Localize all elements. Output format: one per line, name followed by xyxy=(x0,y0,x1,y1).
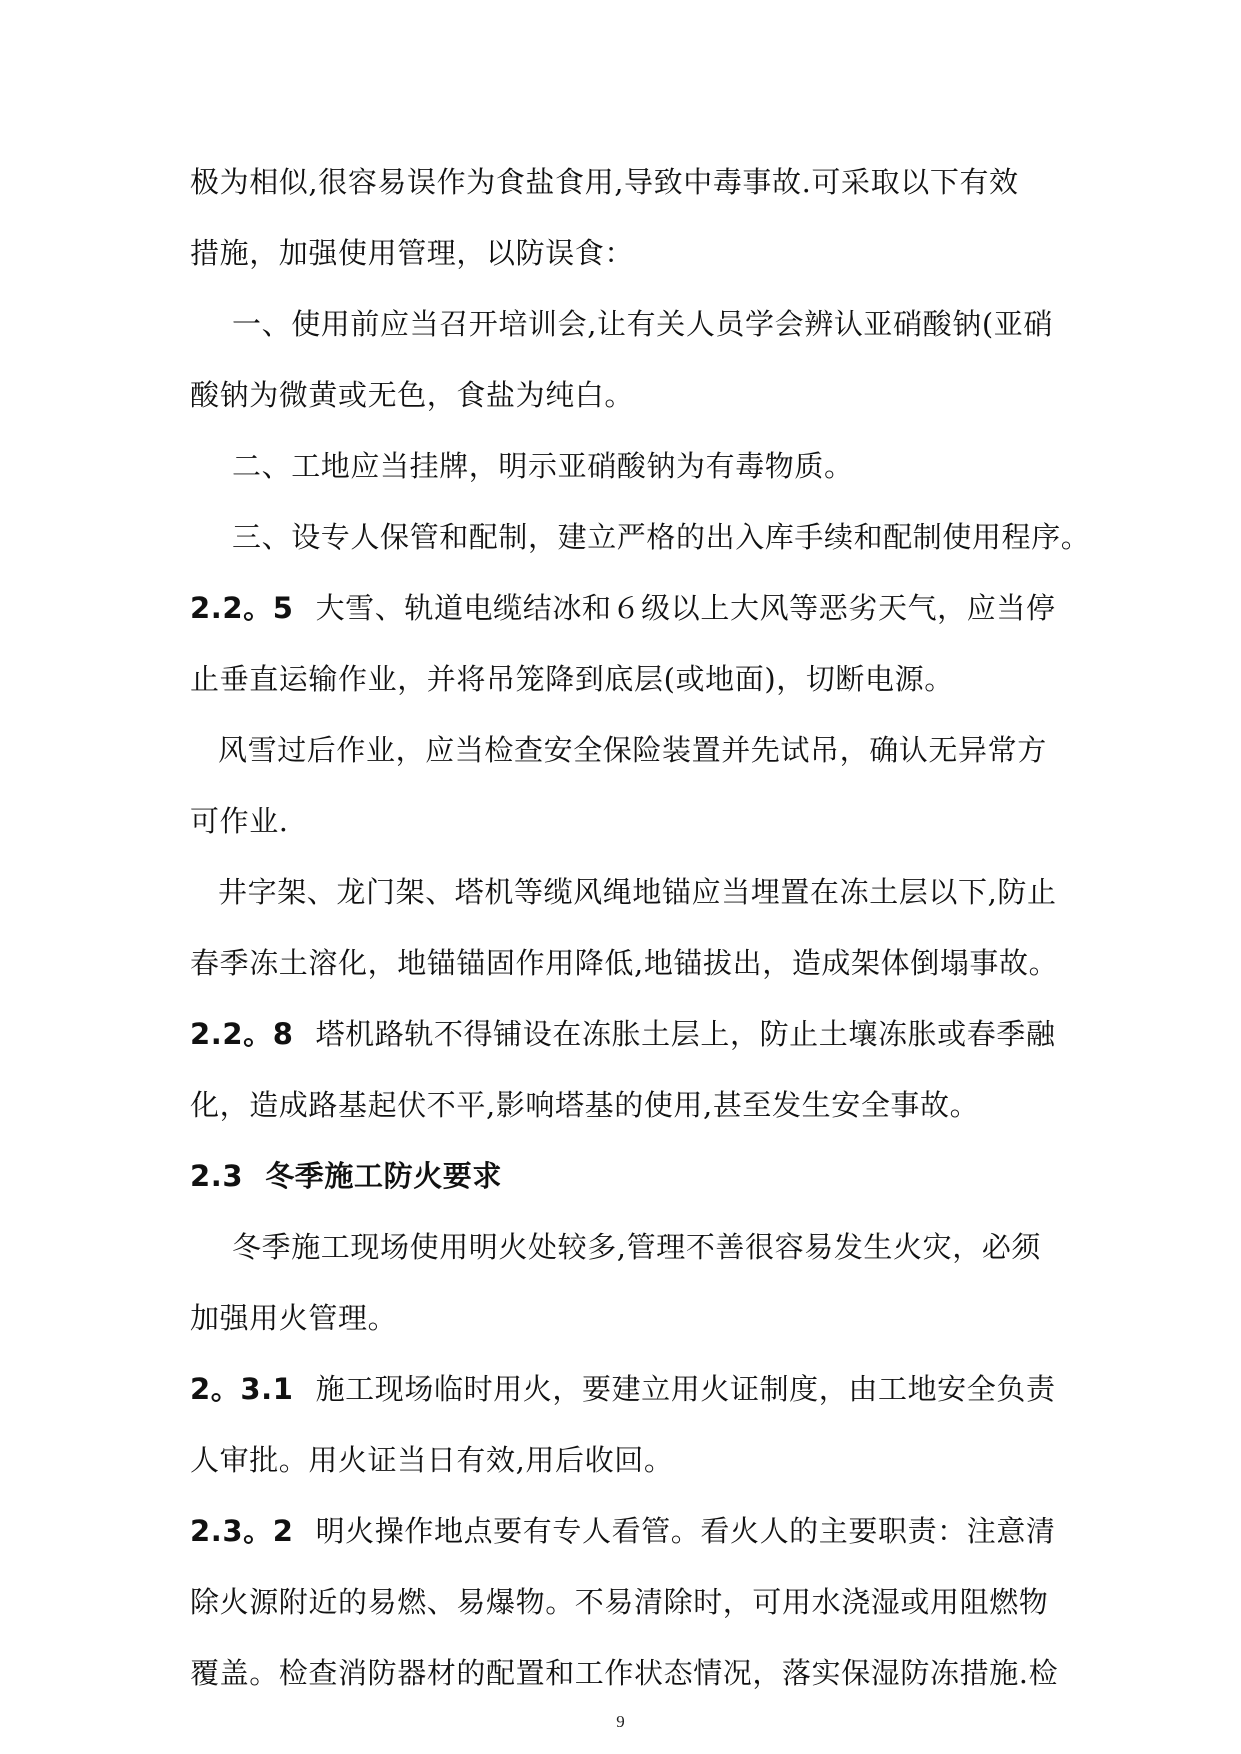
text-line: 止垂直运输作业，并将吊笼降到底层(或地面)，切断电源。 xyxy=(190,662,954,696)
text-line: 冬季施工现场使用明火处较多,管理不善很容易发生火灾，必须 xyxy=(232,1230,1042,1264)
text-line: 除火源附近的易燃、易爆物。不易清除时，可用水浇湿或用阻燃物 xyxy=(190,1585,1049,1619)
text-line: 风雪过后作业，应当检查安全保险装置并先试吊，确认无异常方 xyxy=(218,733,1047,767)
text-line: 人审批。用火证当日有效,用后收回。 xyxy=(190,1443,674,1477)
section-number: 2.2。5 xyxy=(190,591,294,625)
section-number: 2.3 xyxy=(190,1159,244,1193)
section-heading: 2.3 冬季施工防火要求 xyxy=(190,1159,502,1193)
section-line: 2。3.1 施工现场临时用火，要建立用火证制度，由工地安全负责 xyxy=(190,1372,1056,1406)
text-line: 极为相似,很容易误作为食盐食用,导致中毒事故.可采取以下有效 xyxy=(190,165,1019,199)
text-line: 春季冻土溶化，地锚锚固作用降低,地锚拔出，造成架体倒塌事故。 xyxy=(190,946,1059,980)
section-number: 2.3。2 xyxy=(190,1514,294,1548)
text-line: 酸钠为微黄或无色，食盐为纯白。 xyxy=(190,378,635,412)
text-line: 措施，加强使用管理，以防误食： xyxy=(190,236,635,270)
text-line: 覆盖。检查消防器材的配置和工作状态情况，落实保湿防冻措施.检 xyxy=(190,1656,1059,1690)
section-line: 2.2。8 塔机路轨不得铺设在冻胀土层上，防止土壤冻胀或春季融 xyxy=(190,1017,1056,1051)
text-line: 一、使用前应当召开培训会,让有关人员学会辨认亚硝酸钠(亚硝 xyxy=(232,307,1053,341)
text-line: 可作业. xyxy=(190,804,289,838)
section-number: 2.2。8 xyxy=(190,1017,294,1051)
section-line: 2.3。2 明火操作地点要有专人看管。看火人的主要职责：注意清 xyxy=(190,1514,1056,1548)
text-line: 化，造成路基起伏不平,影响塔基的使用,甚至发生安全事故。 xyxy=(190,1088,980,1122)
section-number: 2。3.1 xyxy=(190,1372,294,1406)
text-line: 三、设专人保管和配制，建立严格的出入库手续和配制使用程序。 xyxy=(232,520,1091,554)
page-number: 9 xyxy=(616,1712,625,1731)
text-line: 二、工地应当挂牌，明示亚硝酸钠为有毒物质。 xyxy=(232,449,854,483)
text-line: 井字架、龙门架、塔机等缆风绳地锚应当埋置在冻土层以下,防止 xyxy=(218,875,1057,909)
section-line: 2.2。5 大雪、轨道电缆结冰和６级以上大风等恶劣天气，应当停 xyxy=(190,591,1056,625)
text-line: 加强用火管理。 xyxy=(190,1301,398,1335)
